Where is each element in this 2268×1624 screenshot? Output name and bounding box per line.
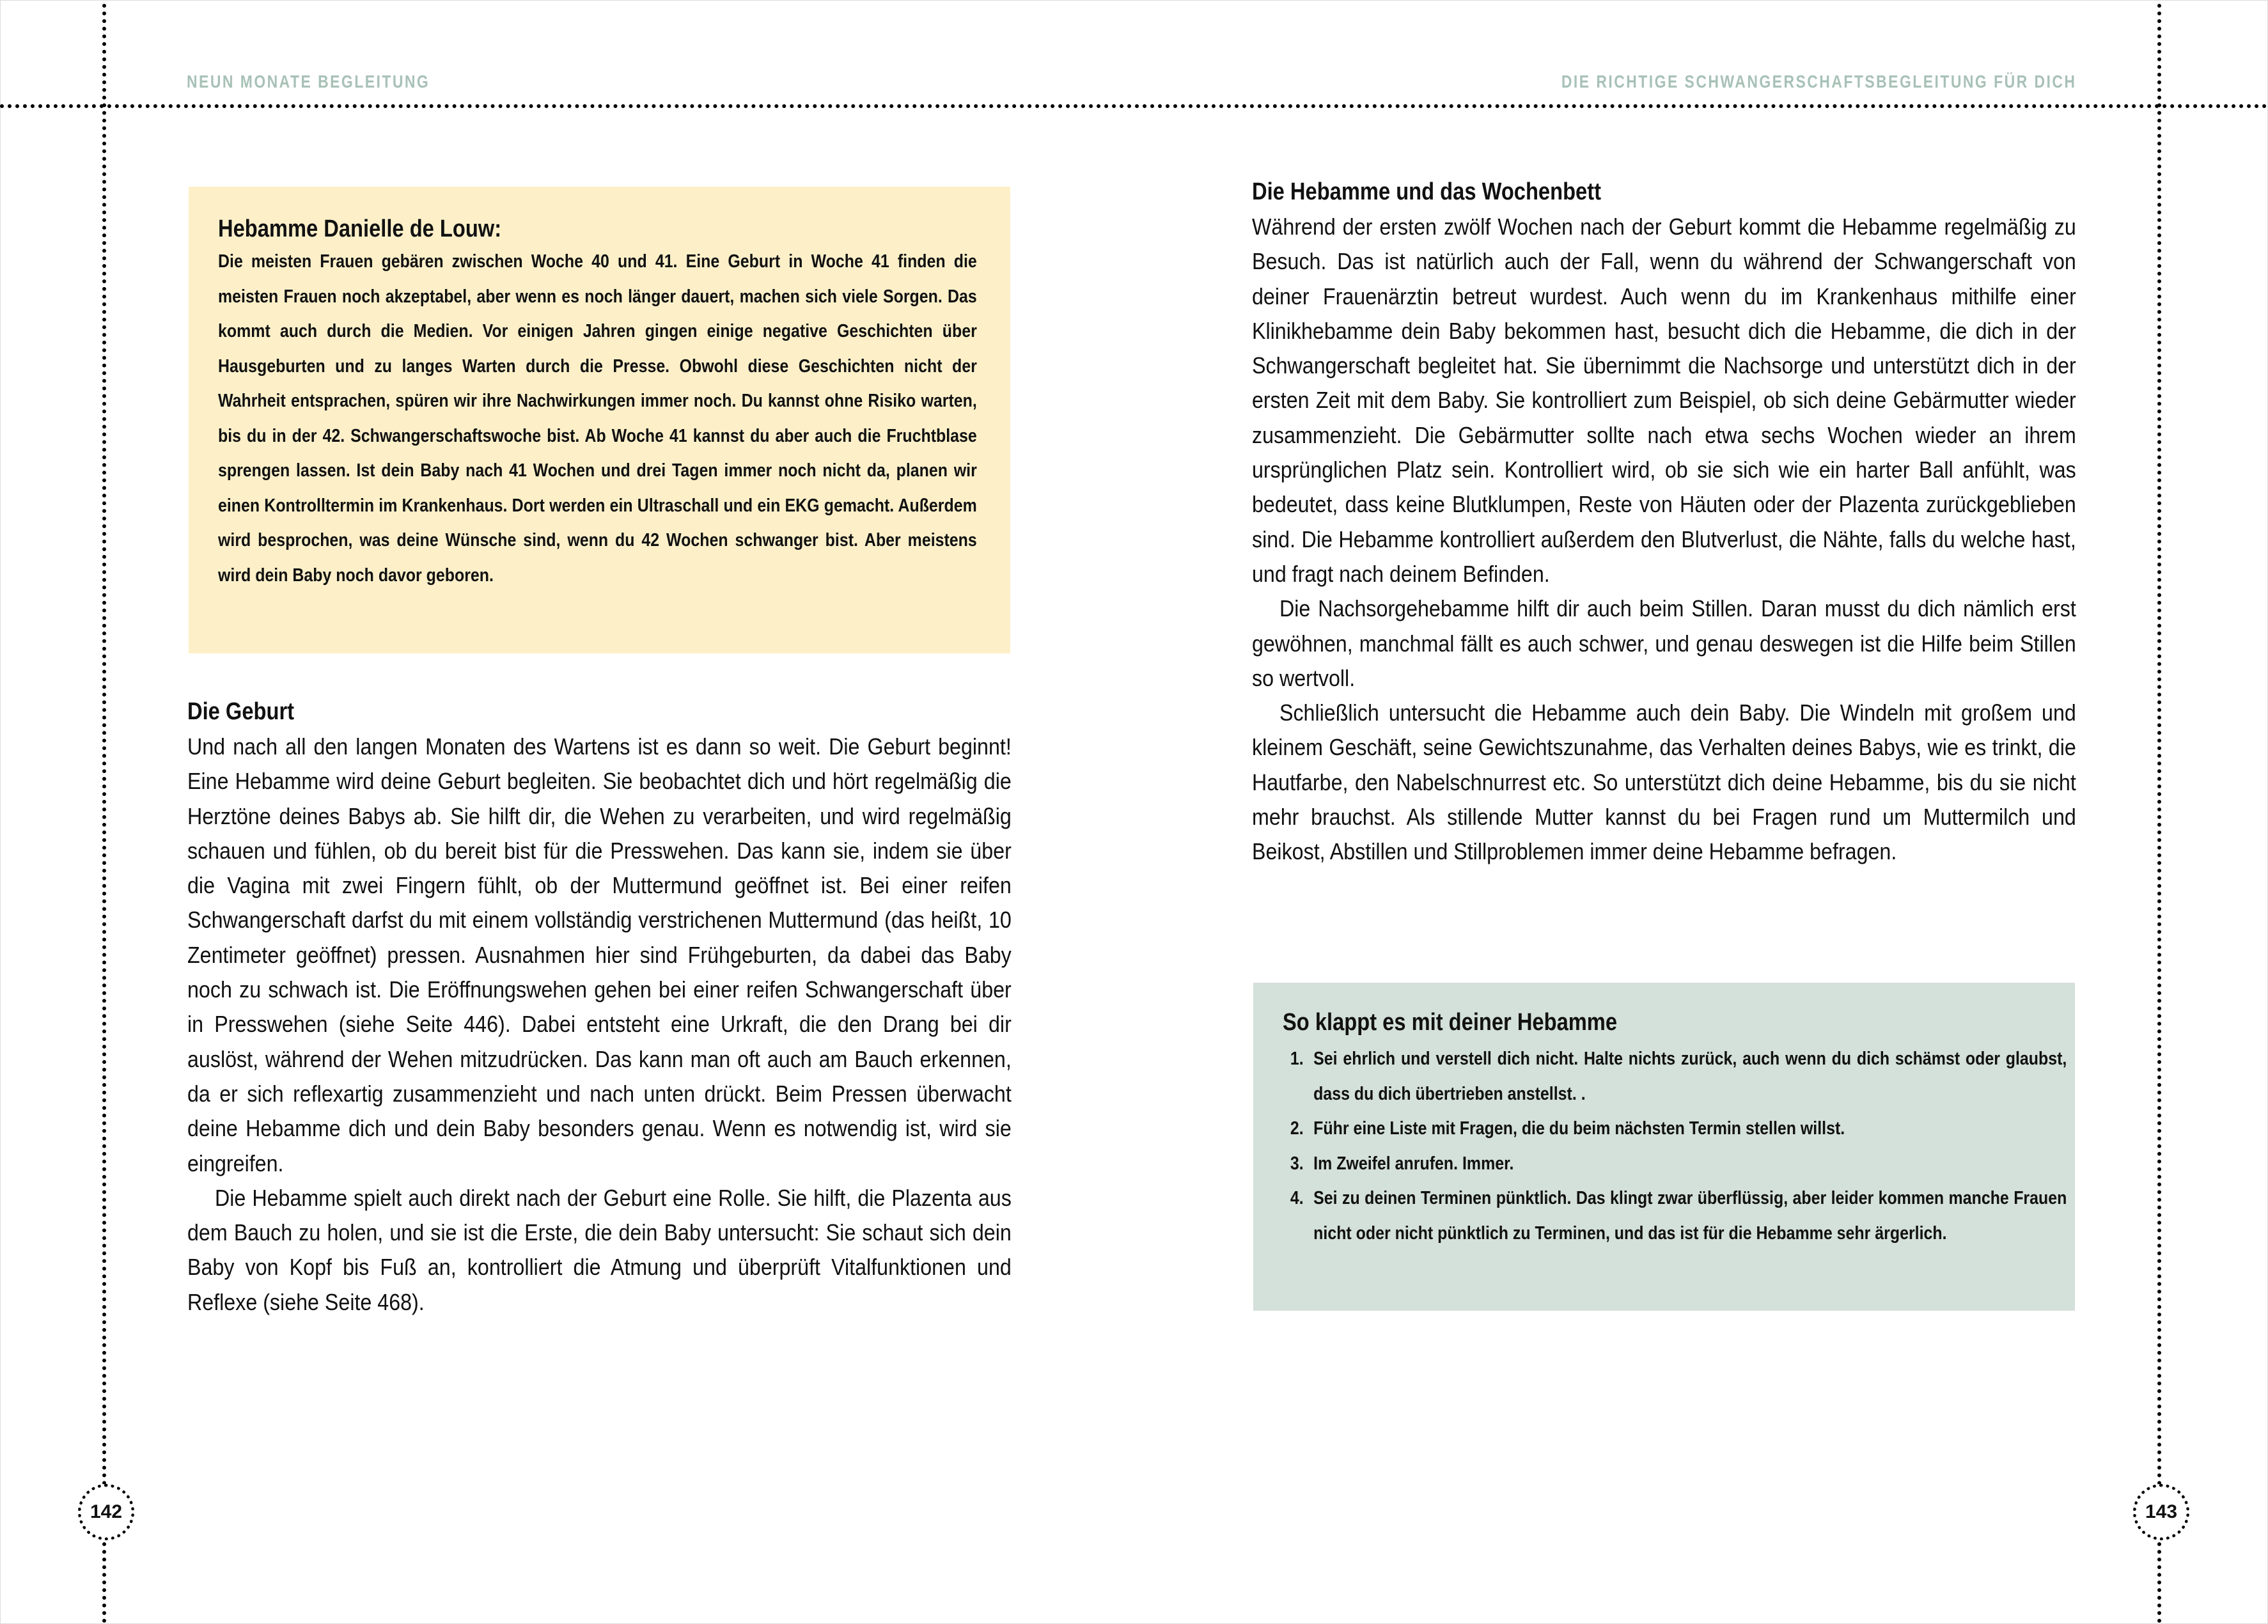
section-heading-wochenbett: Die Hebamme und das Wochenbett [1252,178,1601,205]
right-margin-dotted-line [2157,4,2161,1624]
section-heading-die-geburt: Die Geburt [187,698,295,725]
tips-list [1283,1042,2067,1251]
quote-box-title: Hebamme Danielle de Louw: [218,215,502,242]
paragraph: Während der ersten zwölf Wochen nach der Geburt kommt die Hebamme regelmäßig zu Besuch. Das ist natürlich auch der Fall, wenn du während der Schwangerschaft von deiner Frauenärztin betreut wurdest. Auch wenn du im Krankenhaus mithilfe einer Klinikhebamme dein Baby bekommen hast, besucht dich die Hebamme, die dich in der Schwangerschaft begleitet hat. Sie übernimmt die Nachsorge und unterstützt dich in der ersten Zeit mit dem Baby. Sie kontrolliert zum Beispiel, ob sich deine Gebärmutter wieder zusammenzieht. Die Gebärmutter sollte nach etwa sechs Wochen wieder an ihrem ursprünglichen Platz sein. Kontrolliert wird, ob sie sich wie ein harter Ball anfühlt, was bedeutet, dass keine Blutklumpen, Reste von Häuten oder der Plazenta zurückgeblieben sind. Die Hebamme kontrolliert außerdem den Blutverlust, die Nähte, falls du welche hast, und fragt nach deinem Befinden. [1252,214,2076,587]
section-body [187,730,1012,1320]
paragraph: Und nach all den langen Monaten des Wartens ist es dann so weit. Die Geburt beginnt! Eine Hebamme wird deine Geburt begleiten. Sie beobachtet dich und hört regelmäßig die Herztöne deines Babys ab. Sie hilft dir, die Wehen zu verarbeiten, und wird regelmäßig schauen und fühlen, ob du bereit bist für die Presswehen. Das kann sie, indem sie über die Vagina mit zwei Fingern fühlt, ob der Muttermund geöffnet ist. Bei einer reifen Schwangerschaft darfst du mit einem vollständig verstrichenen Muttermund (das heißt, 10 Zentimeter geöffnet) pressen. Ausnahmen hier sind Frühgeburten, da dabei das Baby noch zu schwach ist. Die Eröffnungswehen gehen bei einer reifen Schwangerschaft über in Presswehen (siehe Seite 446). Dabei entsteht eine Urkraft, die den Drang bei dir auslöst, während der Wehen mitzudrücken. Das kann man oft auch am Bauch erkennen, da er sich reflexartig zusammenzieht und nach unten drückt. Beim Pressen überwacht deine Hebamme dich und dein Baby besonders genau. Wenn es notwendig ist, wird sie eingreifen. [187,733,1012,1176]
tips-list-item: 1. Sei ehrlich und verstell dich nicht. Halte nichts zurück, auch wenn du dich schämst oder glaubst, dass du dich übertrieben anstellst. . [1308,1042,2067,1111]
paragraph: Die Nachsorgehebamme hilft dir auch beim Stillen. Daran musst du dich nämlich erst gewöhnen, manchmal fällt es auch schwer, und genau deswegen ist die Hilfe beim Stillen so wertvoll. [1252,595,2076,691]
tips-list-item: 4. Sei zu deinen Terminen pünktlich. Das klingt zwar überflüssig, aber leider kommen manche Frauen nicht oder nicht pünktlich zu Terminen, und das ist für die Hebamme sehr ärgerlich. [1308,1181,2067,1251]
left-column [187,694,1012,1320]
running-head-left: NEUN MONATE BEGLEITUNG [187,72,430,91]
header-dotted-rule [0,104,2268,108]
tips-box-title: So klappt es mit deiner Hebamme [1283,1009,1618,1036]
tips-list-item: 3. Im Zweifel anrufen. Immer. [1308,1146,2067,1182]
tips-box [1253,983,2075,1311]
paragraph: Schließlich untersucht die Hebamme auch dein Baby. Die Windeln mit großem und kleinem Geschäft, seine Gewichtszunahme, das Verhalten deines Babys, wie es trinkt, die Hautfarbe, den Nabelschnurrest etc. So unterstützt dich deine Hebamme, bis du sie nicht mehr brauchst. Als stillende Mutter kannst du bei Fragen rund um Muttermilch und Beikost, Abstillen und Stillproblemen immer deine Hebamme befragen. [1252,699,2076,865]
quote-box-text: Die meisten Frauen gebären zwischen Woche 40 und 41. Eine Geburt in Woche 41 finden die meisten Frauen noch akzeptabel, aber wenn es noch länger dauert, machen sich viele Sorgen. Das kommt auch durch die Medien. Vor einigen Jahren gingen einige negative Geschichten über Hausgeburten und zu langes Warten durch die Presse. Obwohl diese Geschichten nicht der Wahrheit entsprachen, spüren wir ihre Nachwirkungen immer noch. Du kannst ohne Risiko warten, bis du in der 42. Schwangerschaftswoche bist. Ab Woche 41 kannst du aber auch die Fruchtblase sprengen lassen. Ist dein Baby nach 41 Wochen und drei Tagen immer noch nicht da, planen wir einen Kontrolltermin im Krankenhaus. Dort werden ein Ultraschall und ein EKG gemacht. Außerdem wird besprochen, was deine Wünsche sind, wenn du 42 Wochen schwanger bist. Aber meistens wird dein Baby noch davor geboren. [218,251,977,586]
paragraph: Die Hebamme spielt auch direkt nach der Geburt eine Rolle. Sie hilft, die Plazenta aus dem Bauch zu holen, und sie ist die Erste, die dein Baby untersucht: Sie schaut sich dein Baby von Kopf bis Fuß an, kontrolliert die Atmung und überprüft Vitalfunktionen und Reflexe (siehe Seite 468). [187,1184,1012,1315]
page-number-left: 142 [78,1484,134,1540]
midwife-quote-box [189,187,1010,653]
left-margin-dotted-line [102,4,106,1624]
running-head-right: DIE RICHTIGE SCHWANGERSCHAFTSBEGLEITUNG FÜR DICH [1561,72,2076,91]
tips-list-item: 2. Führ eine Liste mit Fragen, die du beim nächsten Termin stellen willst. [1308,1111,2067,1146]
page-number-right: 143 [2133,1484,2189,1540]
right-column [1252,174,2077,870]
section-body [1252,210,2076,870]
